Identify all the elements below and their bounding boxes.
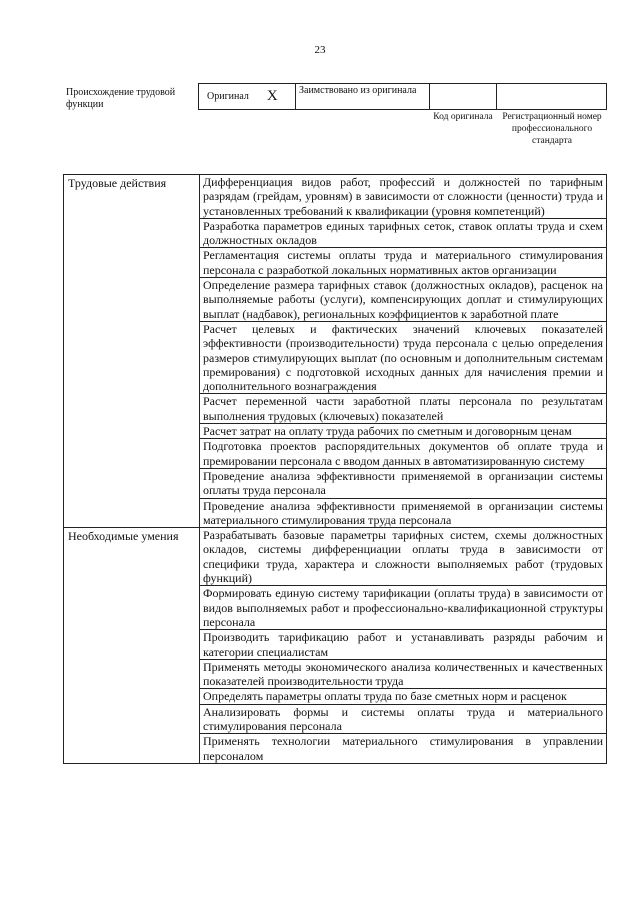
section-entry: Подготовка проектов распорядительных документов об оплате труда и премировании персонала с вводом данных в автоматизированную систему (200, 439, 607, 469)
section-entry: Определять параметры оплаты труда по базе сметных норм и расценок (200, 689, 607, 704)
section-label: Необходимые умения (64, 528, 200, 764)
section-entry: Расчет затрат на оплату труда рабочих по сметным и договорным ценам (200, 424, 607, 439)
section-entry: Расчет целевых и фактических значений ключевых показателей эффективности (производительности) труда персонала с целью определения размеров стимулирующих выплат (по основным и дополнительным системам премирования) с подготовкой исходных данных для начисления премии и дополнительного вознаграждения (200, 321, 607, 393)
table-row (64, 528, 607, 586)
origin-label: Происхождение трудовой функции (66, 87, 176, 110)
functions-table-body (64, 175, 607, 764)
section-entry: Разрабатывать базовые параметры тарифных систем, схемы должностных окладов, системы дифференциации оплаты труда в зависимости от специфики труда, характера и сложности выполняемых работ (трудовых функций) (200, 528, 607, 586)
section-entry: Разработка параметров единых тарифных сеток, ставок оплаты труда и схем должностных окладов (200, 218, 607, 248)
page-number: 23 (314, 44, 326, 56)
code-cell (430, 84, 497, 109)
original-label: Оригинал (207, 91, 249, 102)
section-entry: Проведение анализа эффективности применяемой в организации системы оплаты труда персонала (200, 468, 607, 498)
section-entry: Расчет переменной части заработной платы персонала по результатам выполнения трудовых (ключевых) показателей (200, 394, 607, 424)
section-entry: Проведение анализа эффективности применяемой в организации системы материального стимулирования труда персонала (200, 498, 607, 528)
code-caption: Код оригинала (433, 112, 493, 122)
section-entry: Дифференциация видов работ, профессий и должностей по тарифным разрядам (грейдам, уровням) в зависимости от сложности (ценности) труда и установленных требований к квалификации (уровня компетенций) (200, 175, 607, 219)
section-entry: Применять методы экономического анализа количественных и качественных показателей производительности труда (200, 659, 607, 689)
table-row (64, 175, 607, 219)
reg-caption: Регистрационный номер профессионального стандарта (502, 112, 602, 146)
borrowed-label: Заимствовано из оригинала (299, 85, 417, 96)
original-cell (199, 84, 296, 109)
section-entry: Применять технологии материального стимулирования в управлении персоналом (200, 734, 607, 764)
original-mark: X (266, 88, 278, 104)
section-entry: Определение размера тарифных ставок (должностных окладов), расценок на выполняемые работы (услуги), компенсирующих доплат и стимулирующих выплат (надбавок), региональных коэффициентов к заработной плате (200, 278, 607, 322)
section-entry: Производить тарификацию работ и устанавливать разряды рабочим и категории специалистам (200, 630, 607, 660)
borrowed-cell (296, 84, 430, 109)
origin-box (198, 83, 607, 110)
reg-number-cell (497, 84, 606, 109)
section-entry: Анализировать формы и системы оплаты труда и материального стимулирования персонала (200, 704, 607, 734)
section-entry: Формировать единую систему тарификации (оплаты труда) в зависимости от видов выполняемых работ и профессионально-квалификационной структуры персонала (200, 586, 607, 630)
functions-table (63, 174, 607, 764)
section-label: Трудовые действия (64, 175, 200, 528)
section-entry: Регламентация системы оплаты труда и материального стимулирования персонала с разработкой локальных нормативных актов организации (200, 248, 607, 278)
